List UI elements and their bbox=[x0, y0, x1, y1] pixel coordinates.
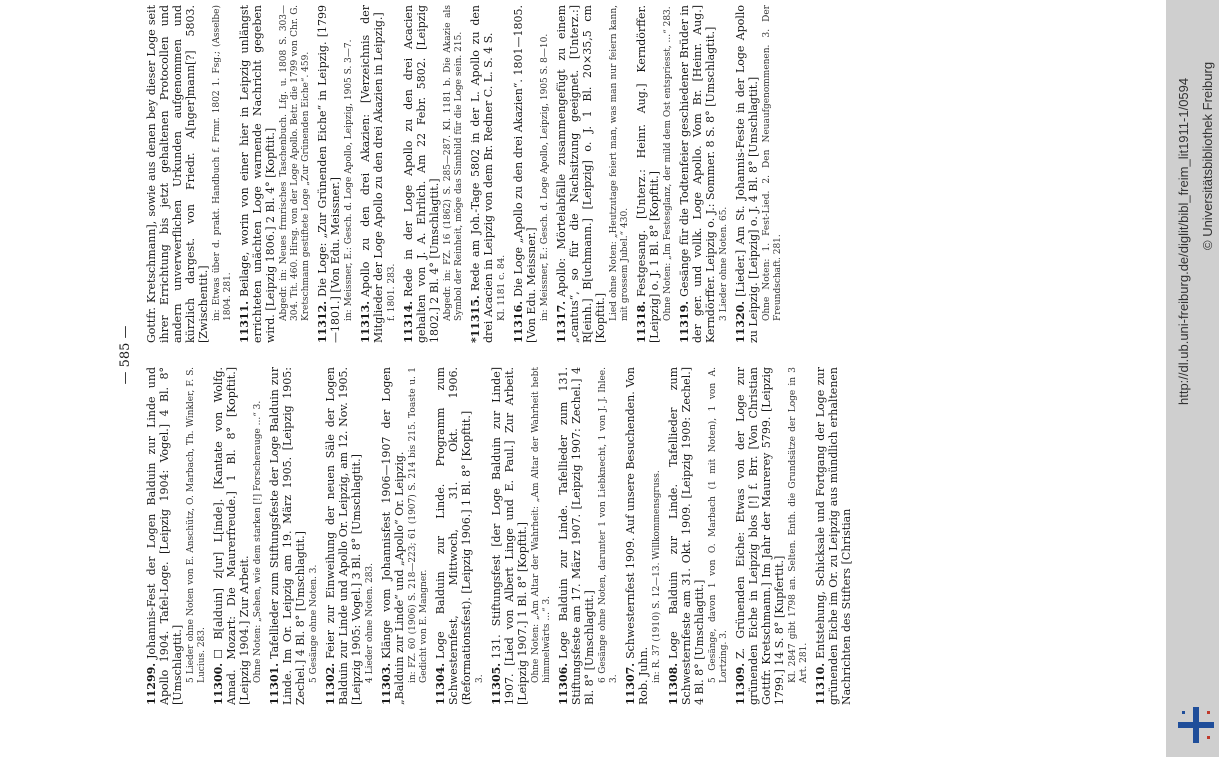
entry-text: Apollo: Mörtelabfälle zusammengefügt zu einem „cantus“, so für die Nachsitzung geeignet. [Unterz.:] R[einh.] B[uchmann.] [Leipzig] o. J. 1 Bl. 20×35,5 cm [Kopftit.] bbox=[555, 5, 607, 343]
bibliography-entry bbox=[624, 367, 650, 705]
entry-number: 11301. bbox=[268, 662, 281, 705]
entry-text: Die Loge „Apollo zu den drei Akazien“. 1801—1805. [Von Edu. Meissner.] bbox=[512, 5, 538, 343]
entry-note: Lied ohne Noten: „Heutzutage feiert man, was man nur feiern kann, mit grossem Jubel.“ 430. bbox=[609, 5, 630, 321]
entry-number: 11319. bbox=[678, 300, 691, 343]
book-page bbox=[115, 5, 875, 705]
entry-number: 11308. bbox=[667, 662, 680, 705]
entry-text: Z. Grünenden Eiche: Etwas von der Loge zur grünenden Eiche in Leipzig blos [!] f. Brr. [Von Christian Gottfr. Kretschmann.] Im Jahr der Maurerey 5799. [Leipzig 1799.] 14 S. 8° [Kupfertit.] bbox=[734, 367, 786, 705]
entry-number: 11309. bbox=[734, 662, 747, 705]
bibliography-entry bbox=[734, 5, 760, 343]
permalink-url[interactable]: http://dl.ub.uni-freiburg.de/diglit/bibl_freim_lit1911-1/0594 bbox=[1176, 77, 1191, 405]
entry-note: Ohne Noten: „Im Festesglanz, der mild dem Ost entspriesst, ...“ 283. bbox=[663, 6, 673, 321]
entry-note: Ohne Noten: „Sehen, wie dem starken [!] Forscherauge ...“ 3. bbox=[253, 400, 263, 683]
bibliography-entry bbox=[814, 367, 853, 705]
entry-number: 11317. bbox=[555, 300, 568, 343]
bibliography-entry bbox=[212, 367, 251, 705]
entry-text: Gesänge für die Todtenfeier geschiedener Brüder in der ger. und vollk. Loge Apollo. Vom Br. [Heinr. Aug.] Kerndörffer. Leipzig o. J.: Sommer. 8 S. 8° [Umschlagtit.] bbox=[678, 5, 717, 343]
entry-note: Ohne Noten: „Am Altar der Wahrheit: „Am Altar der Wahrheit hebt himmelwärts ...“ 3. bbox=[531, 367, 552, 683]
entry-text: Die Loge: „Zur Grünenden Eiche“ in Leipzig. [1799—1801.] [Von Edu. Meissner.] bbox=[316, 5, 342, 343]
entry-number: 11302. bbox=[324, 662, 337, 705]
entry-text: [Lieder.] Am St. Johannis-Feste in der Loge Apollo zu Leipzig. [Leipzig] o. J. 4 Bl. 8° [Umschlagtit.] bbox=[734, 5, 760, 343]
page-number: — 585 — bbox=[118, 325, 133, 385]
entry-note: 6 Gesänge ohne Noten, darunter 1 von Liebknecht, 1 von J. J. Ihlee. 3. bbox=[598, 367, 619, 683]
entry-note: Abgedr. in: FZ. 16 (1862) S. 285—287. Kl. 1181 b. Die Akazie als Symbol der Reinheit, möge das Sinnbild für die Loge sein. 215. bbox=[443, 5, 464, 321]
entry-note: in: Meissner, E.: Gesch. d. Loge Apollo, Leipzig, 1905 S. 3—7. bbox=[344, 39, 354, 321]
entry-text: Rede in der Loge Apollo zu den drei Acacien gehalten von J. A. Ehrlich. Am 22 Febr. 5802. [Leipzig 1802.] 2 Bl. 4° [Umschlagtit.] bbox=[402, 5, 441, 343]
right-column bbox=[145, 5, 867, 343]
entry-text: Beilage, worin von einer hier in Leipzig unlängst errichteten unächten Loge warnende Nachricht gegeben wird. [Leipzig 1806.] 2 Bl. 4° [Kopftit.] bbox=[238, 5, 277, 343]
entry-number: *11315. bbox=[469, 295, 482, 343]
bibliography-entry bbox=[316, 5, 342, 343]
bibliography-entry bbox=[324, 367, 363, 705]
bibliography-entry bbox=[490, 367, 529, 705]
entry-text: Klänge vom Johannisfest 1906—1907 der Logen „Balduin zur Linde“ und „Apollo“ Or. Leipzig. bbox=[380, 367, 406, 705]
entry-number: 11316. bbox=[512, 300, 525, 343]
entry-note: 5 Lieder ohne Noten von E. Anschütz, O. Marbach, Th. Winkler, F. S. Lucius. 283. bbox=[186, 367, 207, 683]
entry-text: Tafellieder zum Stiftungsfeste der Loge Balduin zur Linde. Im Or. Leipzig am 19. März 1905. [Leipzig 1905: Zechel.] 4 Bl. 8° [Umschlagtit.] bbox=[268, 367, 307, 705]
entry-text: Entstehung, Schicksale und Fortgang der Loge zur grünenden Eiche im Or. zu Leipzig aus mündlich erhaltenen Nachrichten des Stifters [Christian bbox=[814, 367, 853, 705]
entry-number: 11306. bbox=[557, 662, 570, 705]
bibliography-entry bbox=[555, 5, 607, 343]
entry-text: Festgesang. [Unterz.: Heinr. Aug.] Kerndörffer. [Leipzig] o. J. 1 Bl. 8° [Kopftit.] bbox=[635, 5, 661, 343]
bibliography-entry bbox=[512, 5, 538, 343]
bibliography-entry bbox=[145, 5, 210, 343]
entry-note: in: R. 37 (1910) S. 12—13. Willkommensgruss. bbox=[652, 470, 662, 683]
entry-number: 11304. bbox=[434, 662, 447, 705]
entry-number: 11313. bbox=[359, 300, 372, 343]
entry-note: 5 Gesänge ohne Noten. 3. bbox=[309, 564, 319, 683]
entry-text: Rede am Joh.-Tage 5802 in der L. Apollo zu den drei Acacien in Leipzig von dem Br. Redner C. L. S. 4 S. bbox=[469, 5, 495, 343]
entry-text: Loge Balduin zur Linde. Tafellieder zum Schwesternfeste am 31. Okt. 1909. [Leipzig 1909: Zechel.] 4 Bl. 8° [Umschlagtit.] bbox=[667, 367, 706, 705]
entry-number: 11314. bbox=[402, 300, 415, 343]
entry-text: ☐ B[alduin] z[ur] L[inde]. [Kantate von Wolfg. Amad. Mozart: Die Maurerfreude.] 1 Bl. 8° [Kopftit.] [Leipzig 1904.] Zur Arbeit. bbox=[212, 367, 251, 705]
entry-number: 11320. bbox=[734, 300, 747, 343]
entry-text: 131. Stiftungsfest [der Loge Balduin zur Linde] 1907. [Lied von Albert Linge und E. Paul.] Zur Arbeit. [Leipzig 1907.] 1 Bl. 8° [Kopftit.] bbox=[490, 367, 529, 705]
entry-note: in: FZ. 60 (1906) S. 218—223; 61 (1907) S. 214 bis 215. Toaste u. 1 Gedicht von E. Mangner. bbox=[408, 367, 429, 683]
entry-note: Ohne Noten: 1. Fest-Lied. 2. Den Neuaufgenommenen. 3. Der Freundschaft. 281. bbox=[762, 5, 783, 321]
page-header bbox=[115, 5, 141, 705]
entry-number: 11300. bbox=[212, 662, 225, 705]
entry-text: Gottfr. Kretschmann], sowie aus denen bey dieser Loge seit ihrer Errichtung bis jetzt gehaltenen Protocollen und andern unverwerflichen Urkunden aufgenommen und kürzlich dargest. von Friedr. A[nger]mann[?] 5803. [Zwischentit.] bbox=[145, 5, 210, 343]
entry-number: 11299. bbox=[145, 662, 158, 705]
entry-note: Abgedr. in: Neues frmrisches Taschenbuch. Lfg. u. 1808 S. 303—304. Tit. 460. Hirsg. von der Loge Apollo. Betr. die 1799 von Chr. G. Kretschmann gestiftete Loge „Zur Grünenden Eiche“. 459. bbox=[279, 5, 311, 321]
entry-text: Apollo zu den drei Akazien: [Verzeichnis der Mitglieder der Loge Apollo zu den drei Akazien in Leipzig.] bbox=[359, 5, 385, 343]
bibliography-entry bbox=[434, 367, 473, 705]
entry-note: in: Meissner, E.: Gesch. d. Loge Apollo, Leipzig, 1905 S. 8—10. bbox=[540, 33, 550, 321]
entry-number: 11305. bbox=[490, 662, 503, 705]
bibliography-entry bbox=[667, 367, 706, 705]
entry-number: 11303. bbox=[380, 662, 393, 705]
entry-number: 11307. bbox=[624, 662, 637, 705]
entry-note: Kl. 1181 c. 84. bbox=[497, 254, 507, 321]
entry-text: Feier zur Einweihung der neuen Säle der Logen Balduin zur Linde und Apollo Or. Leipzig, am 12. Nov. 1905. [Leipzig 1905: Vogel.] 3 Bl. 8° [Umschlagtit.] bbox=[324, 367, 363, 705]
bibliography-entry bbox=[469, 5, 495, 343]
entry-note: in: Etwas über d. prakt. Handbuch f. Frmr. 1802 1. Fsg.; (Asselbe) 1804. 281. bbox=[212, 5, 233, 321]
bibliography-entry bbox=[238, 5, 277, 343]
entry-note: Kl. 2847 gibt 1798 an. Selten. Enth. die Grundsätze der Loge in 3 Art. 281. bbox=[788, 367, 809, 683]
entry-note: f. 1801. 283. bbox=[387, 263, 397, 321]
entry-number: 11311. bbox=[238, 300, 251, 343]
entry-text: Schwesternfest 1909. Auf unsere Besuchenden. Von Rob. Juhn. bbox=[624, 367, 650, 705]
bibliography-entry bbox=[359, 5, 385, 343]
entry-number: 11310. bbox=[814, 662, 827, 705]
bibliography-entry bbox=[734, 367, 786, 705]
entry-note: 5 Gesänge, davon 1 von O. Marbach (1 mit Noten), 1 von A. Lortzing. 3. bbox=[708, 367, 729, 683]
left-column bbox=[145, 367, 867, 705]
bibliography-entry bbox=[402, 5, 441, 343]
entry-text: Loge Balduin zur Linde. Tafellieder zum 131. Stiftungsfeste am 17. März 1907. [Leipzig 1907: Zechel.] 4 Bl. 8° [Umschlagtit.] bbox=[557, 367, 596, 705]
entry-note: 4 Lieder ohne Noten. 283. bbox=[365, 562, 375, 683]
entry-note: 3. bbox=[475, 674, 485, 683]
bibliography-entry bbox=[678, 5, 717, 343]
copyright-notice: © Universitätsbibliothek Freiburg bbox=[1200, 61, 1215, 250]
university-library-logo-icon bbox=[1176, 705, 1216, 745]
entry-number: 11318. bbox=[635, 300, 648, 343]
entry-number: 11312. bbox=[316, 300, 329, 343]
entry-note: 3 Lieder ohne Noten. 65. bbox=[719, 206, 729, 321]
entry-text: Loge Balduin zur Linde. Programm zum Schwesternfest, Mittwoch, 31. Okt. 1906. (Reformationsfest). [Leipzig 1906.] 1 Bl. 8° [Kopftit.] bbox=[434, 367, 473, 705]
bibliography-entry bbox=[557, 367, 596, 705]
bibliography-entry bbox=[268, 367, 307, 705]
entry-text: Johannis-Fest der Logen Balduin zur Linde und Apollo 1904. Tafel-Loge. [Leipzig 1904: Vogel.] 4 Bl. 8° [Umschlagtit.] bbox=[145, 367, 184, 705]
bibliography-entry bbox=[380, 367, 406, 705]
bibliography-entry bbox=[635, 5, 661, 343]
bibliography-entry bbox=[145, 367, 184, 705]
